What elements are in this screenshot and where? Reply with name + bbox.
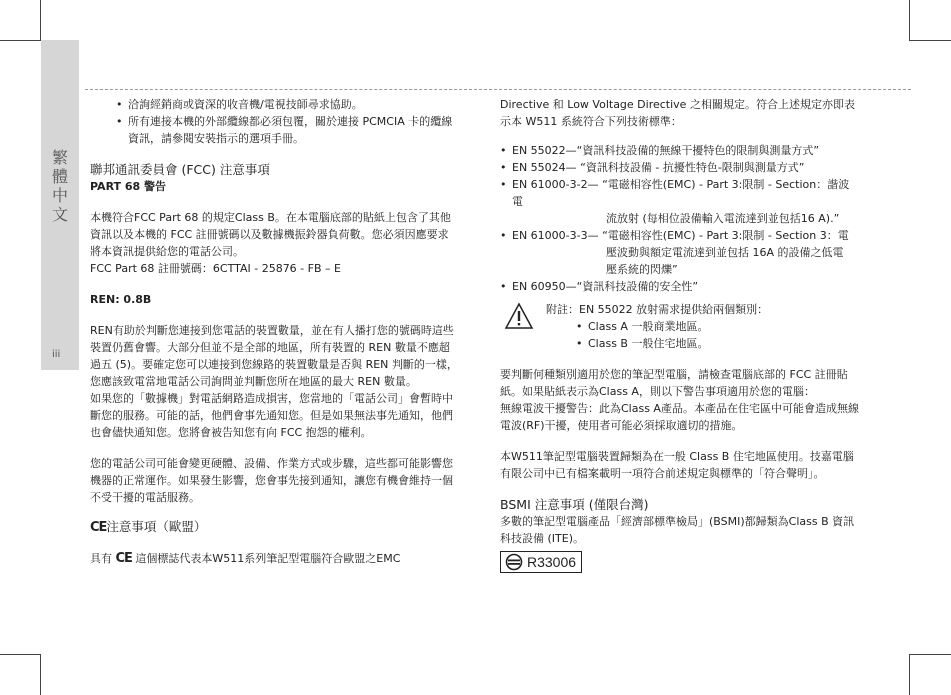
list-item: • EN 60950—“資訊科技設備的安全性”	[500, 278, 860, 295]
bsmi-code: R33006	[527, 553, 577, 570]
directive-intro: Directive 和 Low Voltage Directive 之相關規定。符合上述規定亦即表示本 W511 系統符合下列技術標準：	[500, 98, 855, 128]
ce-mark: CE	[90, 520, 107, 535]
crop-mark	[40, 0, 41, 41]
list-item-continued: 流放射 (每相位設備輸入電流達到並包括16 A).”	[606, 212, 840, 225]
ce-heading	[90, 518, 458, 536]
crop-mark	[0, 40, 40, 41]
right-column	[500, 96, 860, 576]
registration-number: FCC Part 68 註冊號碼：6CTTAI - 25876 - FB – E	[90, 262, 341, 275]
crop-mark	[910, 654, 951, 655]
bsmi-heading: BSMI 注意事項 (僅限台灣)	[500, 497, 649, 512]
list-item: • EN 61000-3-2— “電磁相容性(EMC) - Part 3:限制 - Section：諧波電	[500, 176, 860, 210]
crop-mark	[40, 654, 41, 695]
crop-mark	[0, 654, 40, 655]
part68-heading: PART 68 警告	[90, 180, 167, 193]
crop-mark	[909, 654, 910, 695]
ren-body-damage: 如果您的「數據機」對電話網路造成損害，您當地的「電話公司」會暫時中斷您的服務。可能的話，他們會事先通知您。但是如果無法事先通知，他們也會儘快通知您。您將會被告知您有向 FCC 抱怨的權利。	[90, 392, 453, 439]
standards-list	[500, 142, 860, 295]
language-side-tab	[41, 40, 79, 370]
list-item: • EN 55024— “資訊科技設備 - 抗擾性特色-限制與測量方式”	[500, 159, 860, 176]
ce-heading-text: 注意事項（歐盟）	[106, 519, 207, 534]
warning-icon	[504, 302, 534, 330]
crop-mark	[910, 40, 951, 41]
list-item-continued: 壓波動與額定電流達到並包括 16A 的設備之低電	[606, 246, 844, 259]
ce-body-post: 這個標誌代表本W511系列筆記型電腦符合歐盟之EMC	[135, 552, 401, 565]
note-title: 附註：EN 55022 放射需求提供給兩個類別：	[546, 303, 769, 316]
ren-body: REN有助於判斷您連接到您電話的裝置數量，並在有人播打您的號碼時這些裝置仍舊會響。大部分但並不是全部的地區，所有裝置的 REN 數量不應超過五 (5)。要確定您可以連接到您線路的裝置數量是否與 REN 判斷的一樣，您應該致電當地電話公司詢問並判斷您所在地區的最大 REN 數量。	[90, 324, 458, 388]
header-divider	[85, 89, 911, 90]
page-number: iii	[52, 349, 61, 360]
ren-label: REN: 0.8B	[90, 293, 152, 306]
phone-company-notice: 您的電話公司可能會變更硬體、設備、作業方式或步驟，這些都可能影響您機器的正常運作。如果發生影響，您會事先接到通知，讓您有機會維持一個不受干擾的電話服務。	[90, 457, 453, 504]
bsmi-logo-icon	[505, 553, 523, 571]
ce-body-pre: 具有	[90, 552, 112, 565]
list-item: • EN 61000-3-3— “電磁相容性(EMC) - Part 3:限制 - Section 3：電	[500, 227, 860, 244]
left-column	[90, 96, 458, 567]
list-item: • EN 55022—“資訊科技設備的無線干擾特色的限制與測量方式”	[500, 142, 860, 159]
ce-mark-inline: CE	[115, 551, 132, 566]
bsmi-body: 多數的筆記型電腦產品「經濟部標準檢局」(BSMI)都歸類為Class B 資訊科技設備 (ITE)。	[500, 515, 855, 545]
part68-body: 本機符合FCC Part 68 的規定Class B。在本電腦底部的貼紙上包含了其他資訊以及本機的 FCC 註冊號碼以及數據機振鈴器負荷數。您必須因應要求將本資訊提供給您的電話公司。	[90, 211, 451, 258]
list-item: • 洽詢經銷商或資深的收音機/電視技師尋求協助。	[116, 96, 458, 113]
class-b-paragraph: 本W511筆記型電腦裝置歸類為在一般 Class B 住宅地區使用。技嘉電腦有限公司中已有檔案載明一項符合前述規定與標準的「符合聲明」。	[500, 450, 854, 480]
list-item: • 所有連接本機的外部纜線都必須包覆，關於連接 PCMCIA 卡的纜線資訊，請參閱安裝指示的選項手冊。	[116, 113, 458, 147]
rf-warning-paragraph: 無線電波干擾警告：此為Class A產品。本產品在住宅區中可能會造成無線電波(RF)干擾，使用者可能必須採取適切的措施。	[500, 402, 859, 432]
class-paragraph: 要判斷何種類別適用於您的筆記型電腦，請檢查電腦底部的 FCC 註冊貼紙。如果貼紙表示為Class A，則以下警告事項適用於您的電腦：	[500, 368, 848, 398]
fcc-heading: 聯邦通訊委員會 (FCC) 注意事項	[90, 162, 270, 177]
note-text	[546, 301, 768, 352]
language-label: 繁 體 中 文	[51, 148, 68, 224]
bsmi-certification-mark	[500, 551, 582, 573]
list-item: • Class A 一般商業地區。	[576, 318, 768, 335]
ce-body	[90, 550, 458, 567]
list-item-continued: 壓系統的閃爍”	[606, 263, 678, 276]
crop-mark	[909, 0, 910, 41]
note-box	[504, 301, 860, 352]
list-item: • Class B 一般住宅地區。	[576, 335, 768, 352]
